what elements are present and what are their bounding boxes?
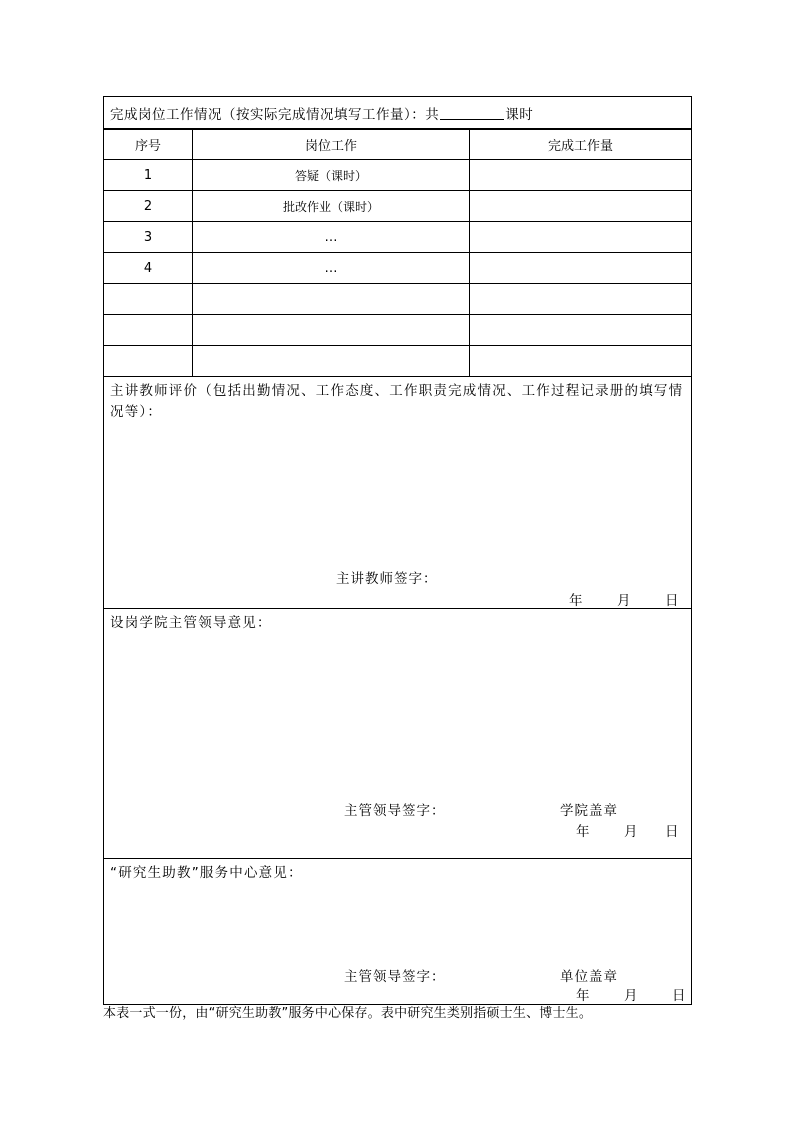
row-work: 答疑（课时） xyxy=(193,160,470,191)
row-work[interactable] xyxy=(193,284,470,315)
row-no: 1 xyxy=(104,160,193,191)
teacher-eval-section[interactable] xyxy=(103,377,692,609)
total-hours-field[interactable] xyxy=(440,105,504,120)
center-date-day: 日 xyxy=(672,988,687,1004)
work-table-wrapper xyxy=(103,128,692,377)
table-row xyxy=(104,253,691,284)
row-no: 2 xyxy=(104,191,193,222)
row-work: … xyxy=(193,222,470,253)
row-no[interactable] xyxy=(104,346,193,377)
college-opinion-label: 设岗学院主管领导意见： xyxy=(110,615,272,631)
form-page xyxy=(103,96,692,1005)
header-amount: 完成工作量 xyxy=(470,130,692,160)
center-stamp-label: 单位盖章 xyxy=(560,969,618,985)
center-opinion-section[interactable] xyxy=(103,859,692,1005)
row-work: 批改作业（课时） xyxy=(193,191,470,222)
teacher-date-day: 日 xyxy=(665,593,680,609)
header-work: 岗位工作 xyxy=(193,130,470,160)
row-work[interactable] xyxy=(193,315,470,346)
center-date-month: 月 xyxy=(624,988,639,1004)
center-opinion-label: “研究生助教”服务中心意见： xyxy=(110,865,303,881)
row-amount[interactable] xyxy=(470,346,692,377)
college-signature-label: 主管领导签字： xyxy=(344,803,446,819)
teacher-signature-label: 主讲教师签字： xyxy=(336,571,438,587)
row-amount[interactable] xyxy=(470,160,692,191)
center-date-year: 年 xyxy=(576,988,591,1004)
work-summary-row xyxy=(103,96,692,128)
college-opinion-section[interactable] xyxy=(103,609,692,859)
table-row xyxy=(104,346,691,377)
row-no[interactable] xyxy=(104,315,193,346)
work-summary-suffix: 课时 xyxy=(505,106,534,123)
row-no[interactable] xyxy=(104,284,193,315)
work-table xyxy=(104,129,691,377)
college-date-year: 年 xyxy=(576,824,591,840)
teacher-date-year: 年 xyxy=(569,593,584,609)
college-date-month: 月 xyxy=(624,824,639,840)
table-header-row xyxy=(104,130,691,160)
table-row xyxy=(104,191,691,222)
row-amount[interactable] xyxy=(470,222,692,253)
row-no: 3 xyxy=(104,222,193,253)
row-amount[interactable] xyxy=(470,315,692,346)
table-row xyxy=(104,160,691,191)
footnote: 本表一式一份，由“研究生助教”服务中心保存。表中研究生类别指硕士生、博士生。 xyxy=(103,1006,593,1021)
row-amount[interactable] xyxy=(470,191,692,222)
row-no: 4 xyxy=(104,253,193,284)
row-amount[interactable] xyxy=(470,253,692,284)
table-row xyxy=(104,222,691,253)
center-signature-label: 主管领导签字： xyxy=(344,969,446,985)
college-date-day: 日 xyxy=(665,824,680,840)
row-work[interactable] xyxy=(193,346,470,377)
header-no: 序号 xyxy=(104,130,193,160)
work-summary-prefix: 完成岗位工作情况（按实际完成情况填写工作量）：共 xyxy=(110,106,440,123)
row-work: … xyxy=(193,253,470,284)
table-row xyxy=(104,315,691,346)
teacher-eval-label: 主讲教师评价（包括出勤情况、工作态度、工作职责完成情况、工作过程记录册的填写情况等）： xyxy=(110,383,684,420)
row-amount[interactable] xyxy=(470,284,692,315)
teacher-date-month: 月 xyxy=(617,593,632,609)
college-stamp-label: 学院盖章 xyxy=(560,803,618,819)
table-row xyxy=(104,284,691,315)
